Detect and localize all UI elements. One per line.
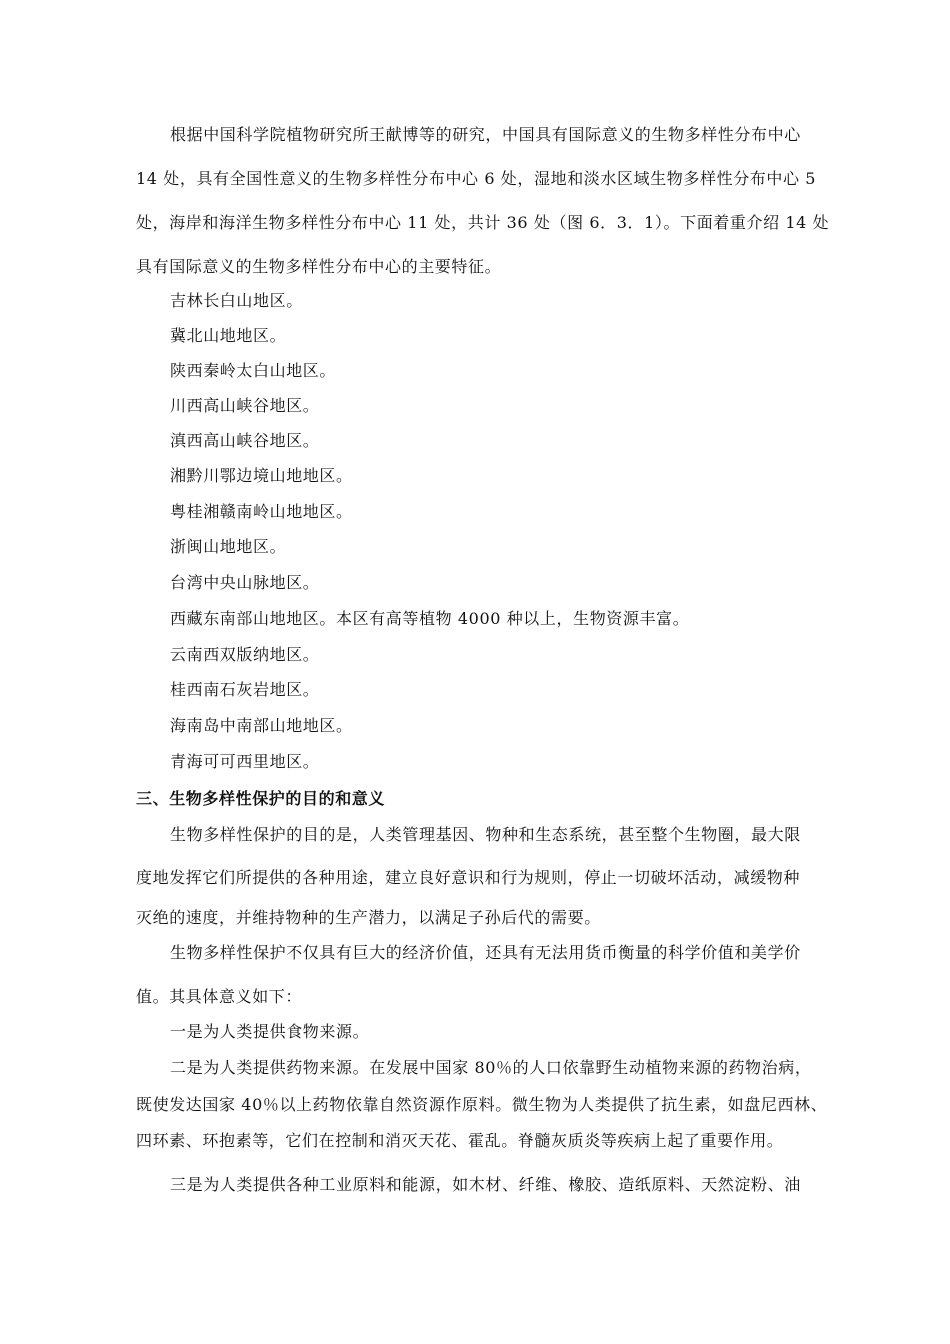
section-heading: 三、生物多样性保护的目的和意义	[136, 789, 386, 808]
intro-line: 处，海岸和海洋生物多样性分布中心 11 处，共计 36 处（图 6．3．1）。下面着重介绍 14 处	[136, 213, 830, 232]
paragraph-line: 生物多样性保护的目的是，人类管理基因、物种和生态系统，甚至整个生物圈，最大限	[170, 825, 801, 844]
region-item: 粤桂湘赣南岭山地地区。	[170, 502, 353, 521]
region-item: 吉林长白山地区。	[170, 291, 303, 310]
region-item: 西藏东南部山地地区。本区有高等植物 4000 种以上，生物资源丰富。	[170, 609, 690, 628]
intro-line: 14 处，具有全国性意义的生物多样性分布中心 6 处，湿地和淡水区域生物多样性分布中心 5	[136, 169, 817, 188]
region-item: 云南西双版纳地区。	[170, 645, 320, 664]
paragraph-line: 二是为人类提供药物来源。在发展中国家 80％的人口依靠野生动植物来源的药物治病，	[170, 1058, 812, 1077]
paragraph-line: 灭绝的速度，并维持物种的生产潜力，以满足子孙后代的需要。	[136, 908, 601, 927]
intro-line: 具有国际意义的生物多样性分布中心的主要特征。	[136, 257, 502, 276]
region-item: 海南岛中南部山地地区。	[170, 716, 353, 735]
intro-line: 根据中国科学院植物研究所王献博等的研究，中国具有国际意义的生物多样性分布中心	[170, 125, 801, 144]
region-item: 浙闽山地地区。	[170, 537, 287, 556]
region-item: 陕西秦岭太白山地区。	[170, 361, 337, 380]
region-item: 台湾中央山脉地区。	[170, 573, 320, 592]
paragraph-line: 度地发挥它们所提供的各种用途，建立良好意识和行为规则，停止一切破坏活动，减缓物种	[136, 868, 801, 887]
paragraph-line: 三是为人类提供各种工业原料和能源，如木材、纤维、橡胶、造纸原料、天然淀粉、油	[170, 1175, 801, 1194]
paragraph-line: 一是为人类提供食物来源。	[170, 1022, 370, 1041]
paragraph-line: 既使发达国家 40％以上药物依靠自然资源作原料。微生物为人类提供了抗生素，如盘尼西林、	[136, 1095, 828, 1114]
region-item: 冀北山地地区。	[170, 326, 287, 345]
region-item: 滇西高山峡谷地区。	[170, 431, 320, 450]
paragraph-line: 值。其具体意义如下：	[136, 987, 303, 1006]
paragraph-line: 生物多样性保护不仅具有巨大的经济价值，还具有无法用货币衡量的科学价值和美学价	[170, 943, 801, 962]
region-item: 青海可可西里地区。	[170, 752, 320, 771]
region-item: 湘黔川鄂边境山地地区。	[170, 466, 353, 485]
paragraph-line: 四环素、环抱素等，它们在控制和消灭天花、霍乱。脊髓灰质炎等疾病上起了重要作用。	[136, 1131, 784, 1150]
region-item: 川西高山峡谷地区。	[170, 396, 320, 415]
region-item: 桂西南石灰岩地区。	[170, 680, 320, 699]
